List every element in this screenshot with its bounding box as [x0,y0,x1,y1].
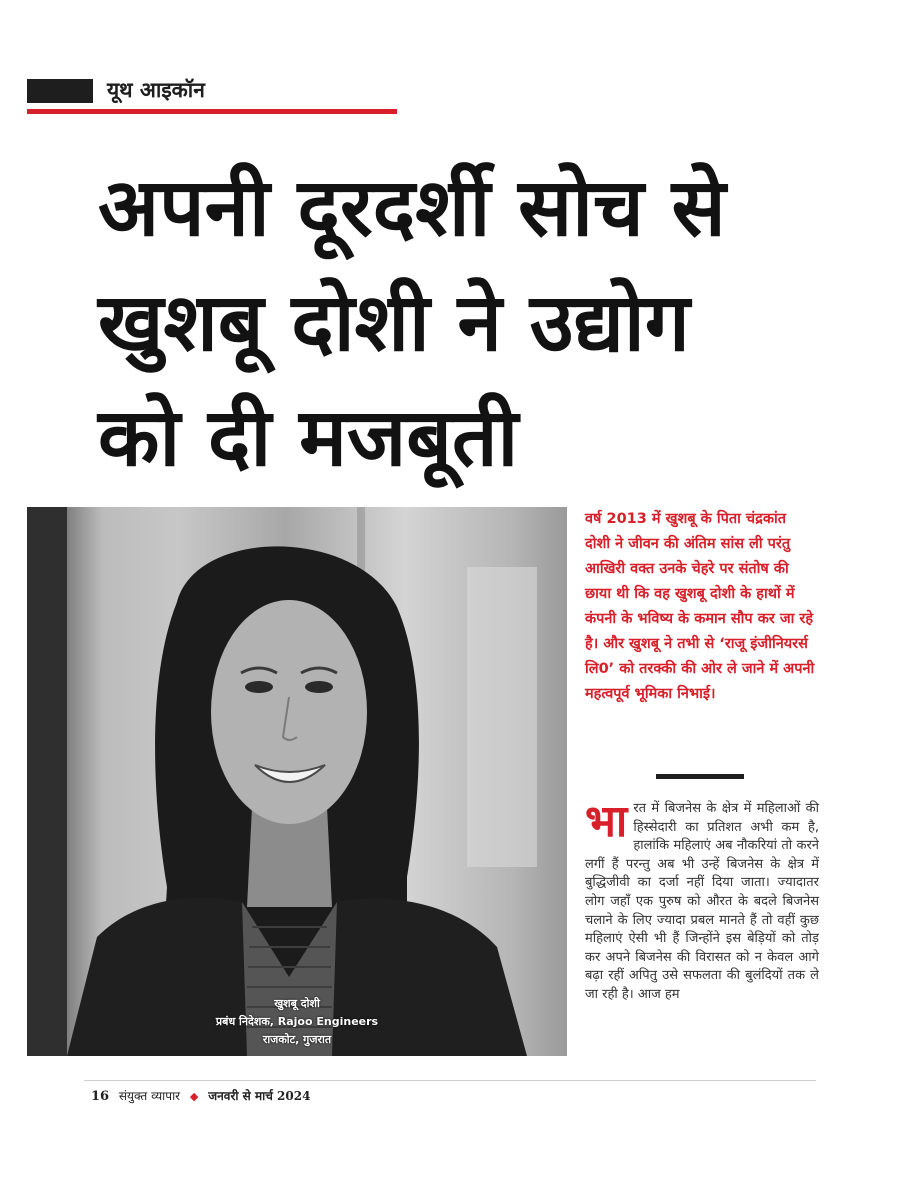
photo-caption [27,995,567,1049]
headline [98,150,888,495]
drop-cap: भा [585,796,628,847]
article-body [585,796,819,1005]
caption-location: राजकोट, गुजरात [262,1033,332,1046]
footer-divider [84,1080,816,1081]
page-number: 16 [91,1089,110,1104]
headline-line-3: को दी मजबूती [98,391,519,484]
article-body-text: रत में बिजनेस के क्षेत्र में महिलाओं की हिस्सेदारी का प्रतिशत अभी कम है, हालांकि महिलाएं अब नौकरियां तो करने लगीं हैं परन्तु अब भी उन्हें बिजनेस के क्षेत्र में बुद्धिजीवी का दर्जा नहीं दिया जाता। ज्यादातर लोग जहाँ एक पुरुष को औरत के बदले बिजनेस चलाने के लिए ज्यादा प्रबल मानते हैं तो वहीं कुछ महिलाएं ऐसी भी हैं जिन्होंने इस बेड़ियों को तोड़ कर अपने बिजनेस की विरासत को न केवल आगे बढ़ा रहीं अपितु उसे सफलता की बुलंदियों तक ले जा रही है। आज हम [585,801,819,1002]
headline-line-1: अपनी दूरदर्शी सोच से [98,161,726,254]
section-marker-block [27,79,93,103]
portrait-illustration [27,507,567,1056]
caption-designation: प्रबंध निदेशक, Rajoo Engineers [215,1015,379,1028]
section-underline [27,109,397,114]
pull-quote-divider [656,774,744,779]
section-label: यूथ आइकॉन [107,78,205,102]
issue-date: जनवरी से मार्च 2024 [208,1089,311,1103]
publication-name: संयुक्त व्यापार [118,1089,181,1103]
portrait-photo [27,507,567,1056]
page-footer [91,1087,310,1104]
headline-line-2: खुशबू दोशी ने उद्योग [98,276,690,369]
diamond-icon: ◆ [189,1090,199,1103]
pull-quote: वर्ष 2013 में खुशबू के पिता चंद्रकांत दोशी ने जीवन की अंतिम सांस ली परंतु आखिरी वक्त उनके चेहरे पर संतोष की छाया थी कि वह खुशबू दोशी के हाथों में कंपनी के भविष्य के कमान सौप कर जा रहे है। और खुशबू ने तभी से ‘राजू इंजीनियरर्स लि0’ को तरक्की की ओर ले जाने में अपनी महत्वपूर्व भूमिका निभाई। [585,511,815,702]
caption-name: खुशबू दोशी [274,997,320,1010]
